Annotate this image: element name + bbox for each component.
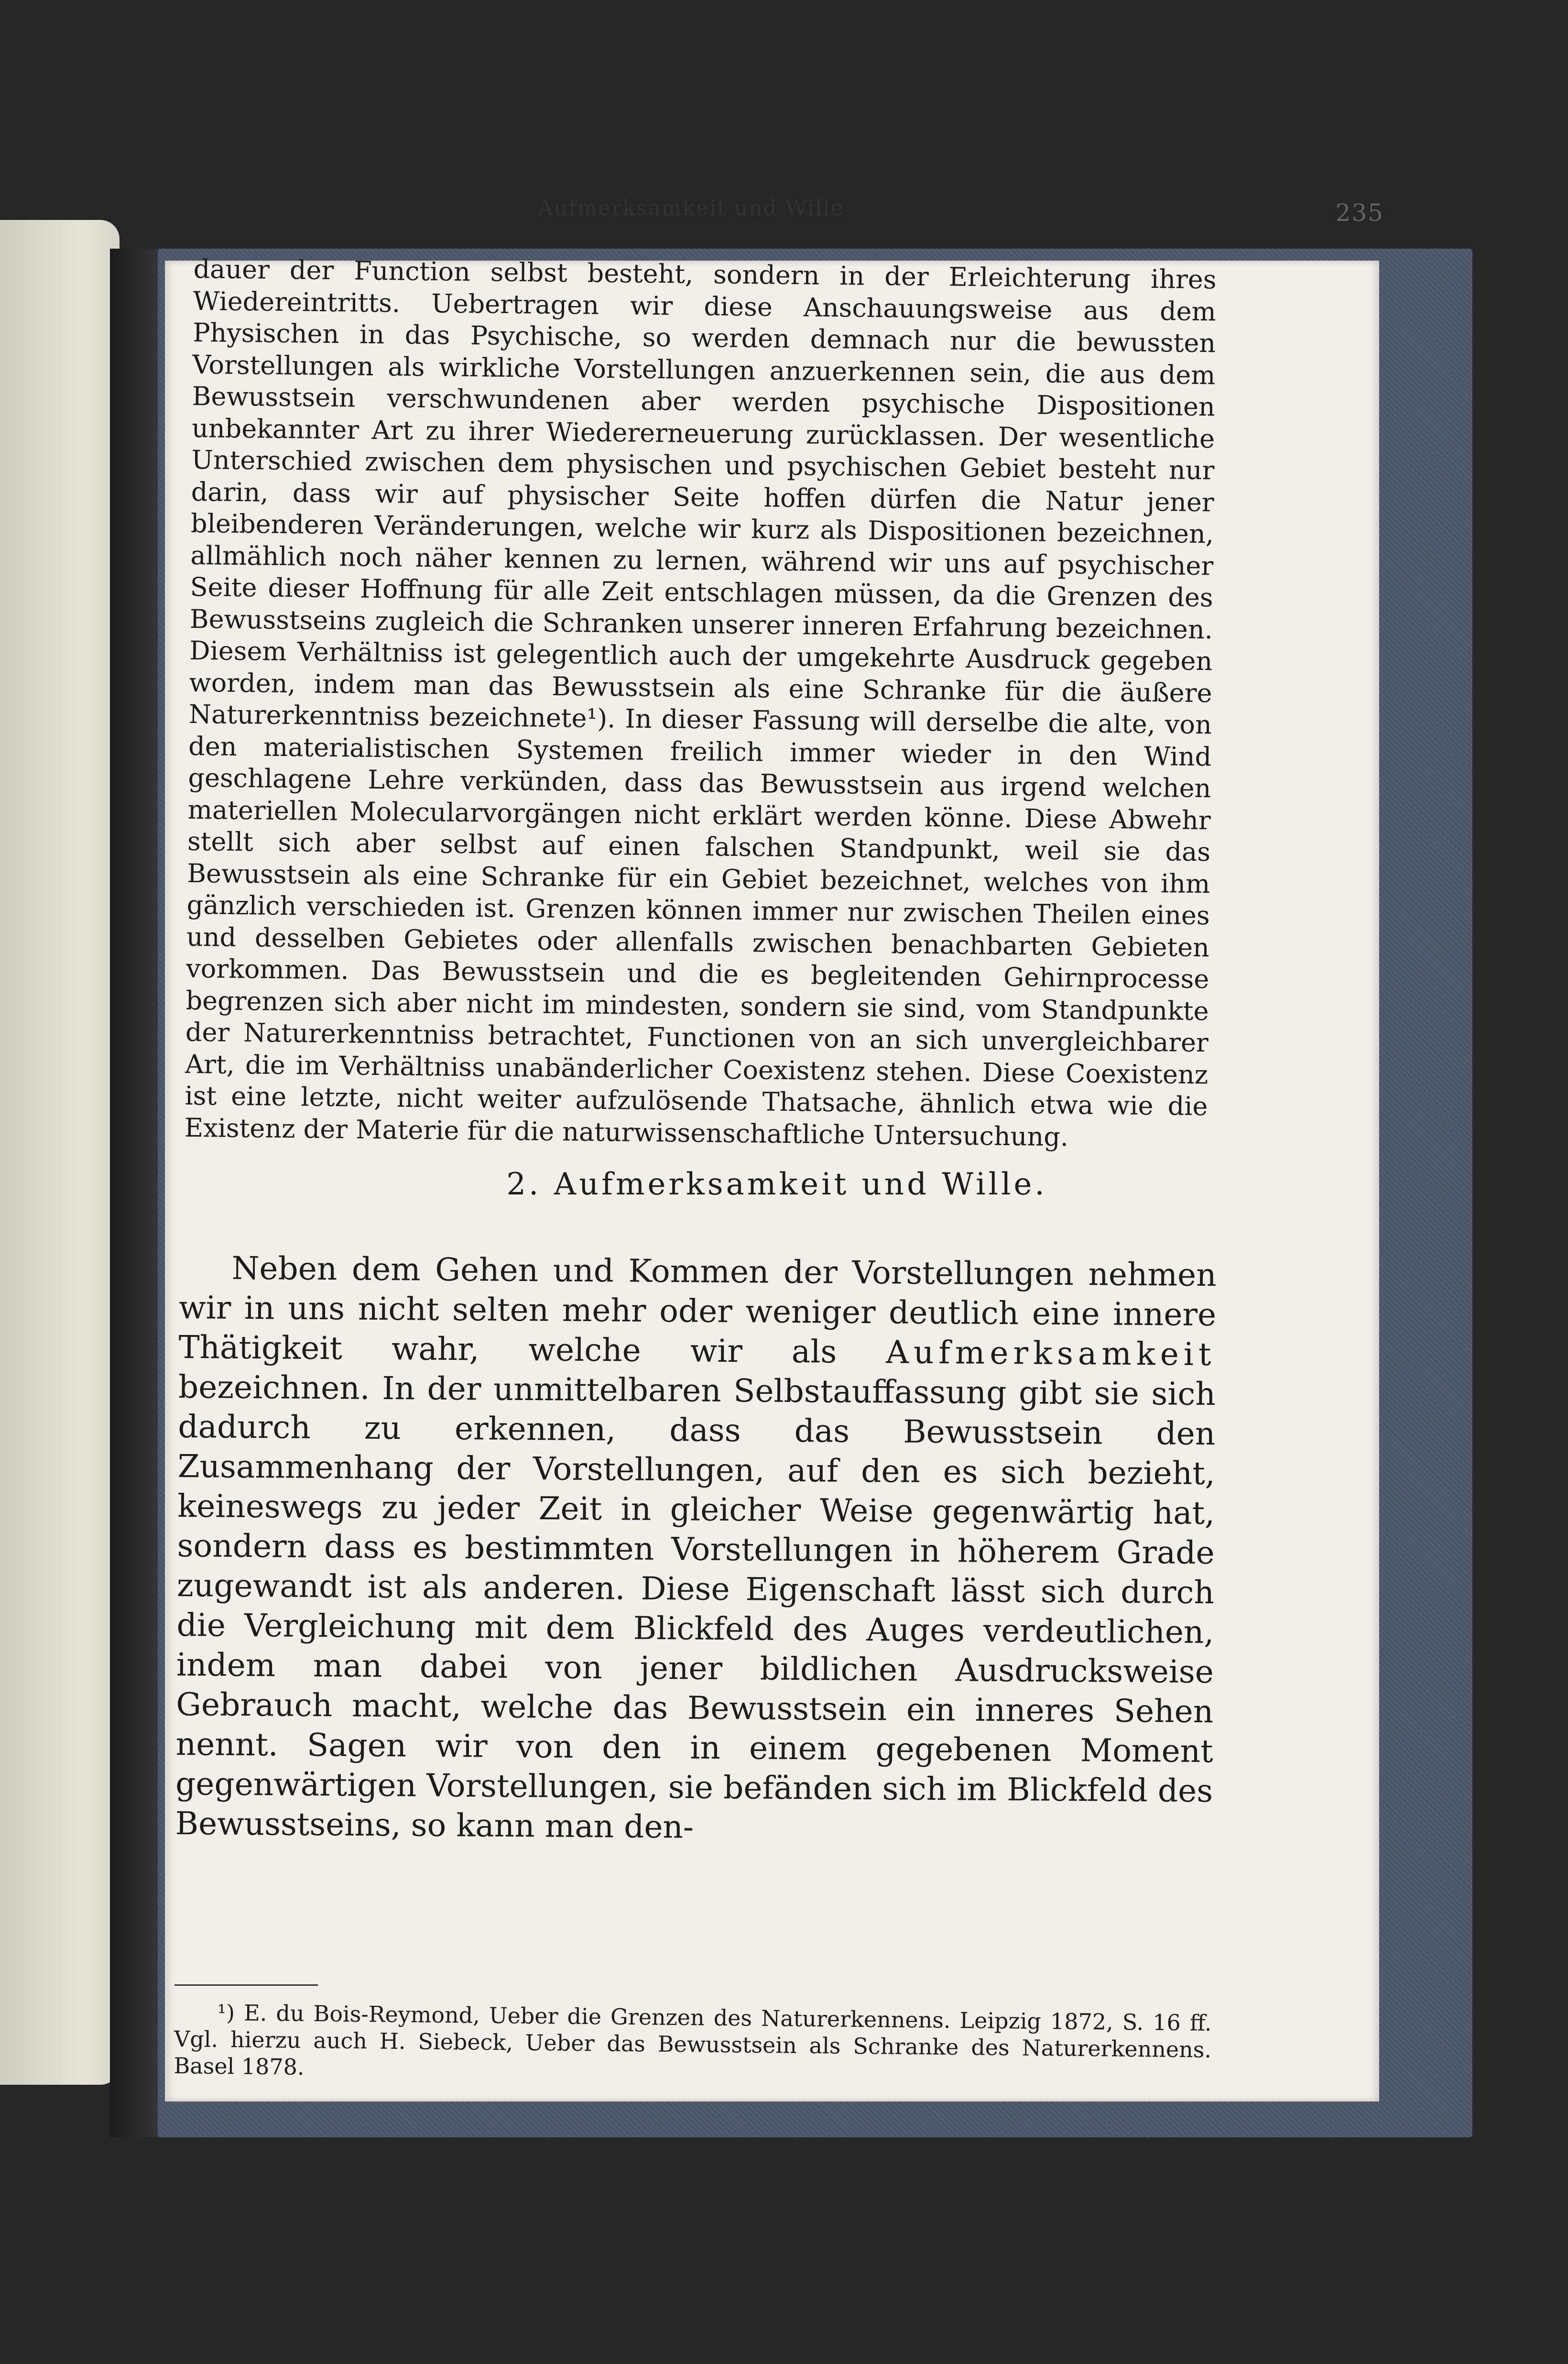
section-paragraph bbox=[175, 1248, 1217, 1850]
footnote-1: ¹) E. du Bois-Reymond, Ueber die Grenzen des Naturerkennens. Leipzig 1872, S. 16 ff. Vgl. hierzu auch H. Siebeck, Ueber das Bewusstsein als Schranke des Naturerkennens. Basel 1878. bbox=[174, 1999, 1212, 2080]
paragraph-text: dauer der Function selbst besteht, sondern in der Erleichterung ihres Wiedereintritts. Uebertragen wir diese Anschauungsweise aus dem Physischen in das Psychische, so werden demnach nur die bewussten Vorstellungen als wirkliche Vorstellungen anzuerkennen sein, die aus dem Bewusstsein verschwundenen aber werden psychische Dispositionen unbekannter Art zu ihrer Wiedererneuerung zurücklassen. Der wesentliche Unterschied zwischen dem physischen und psychischen Gebiet besteht nur darin, dass wir auf physischer Seite hoffen dürfen die Natur jener bleibenderen Veränderungen, welche wir kurz als Dispositionen bezeichnen, allmählich noch näher kennen zu lernen, während wir uns auf psychischer Seite dieser Hoffnung für alle Zeit entschlagen müssen, da die Grenzen des Bewusstseins zugleich die Schranken unserer inneren Erfahrung bezeichnen. Diesem Verhältniss ist gelegentlich auch der umgekehrte Ausdruck gegeben worden, indem man das Bewusstsein als eine Schranke für die äußere Naturerkenntniss bezeichnete¹). In dieser Fassung will derselbe die alte, von den materialistischen Systemen freilich immer wieder in den Wind geschlagene Lehre verkünden, dass das Bewusstsein aus irgend welchen materiellen Molecularvorgängen nicht erklärt werden könne. Diese Abwehr stellt sich aber selbst auf einen falschen Standpunkt, weil sie das Bewusstsein als eine Schranke für ein Gebiet bezeichnet, welches von ihm gänzlich verschieden ist. Grenzen können immer nur zwischen Theilen eines und desselben Gebietes oder allenfalls zwischen benachbarten Gebieten vorkommen. Das Bewusstsein und die es begleitenden Gehirnprocesse begrenzen sich aber nicht im mindesten, sondern sie sind, vom Standpunkte der Naturerkenntniss betrachtet, Functionen von an sich unvergleichbarer Art, die im Verhältniss unabänderlicher Coexistenz stehen. Diese Coexistenz ist eine letzte, nicht weiter aufzulösende Thatsache, ähnlich etwa wie die Existenz der Materie für die naturwissenschaftliche Untersuchung. bbox=[184, 253, 1217, 1152]
running-title: Aufmerksamkeit und Wille bbox=[538, 196, 844, 220]
book-page bbox=[165, 196, 1384, 2101]
paragraph-start: Neben dem Gehen und Kommen der Vorstellungen nehmen wir in uns nicht selten mehr oder weniger deutlich eine innere Thätigkeit wahr, welche wir als bbox=[178, 1249, 1217, 1371]
footnote-rule bbox=[174, 1984, 318, 1986]
section-heading bbox=[165, 1167, 1389, 1202]
page-number: 235 bbox=[1335, 199, 1384, 227]
continued-paragraph bbox=[185, 253, 1217, 1154]
running-header bbox=[538, 196, 1384, 227]
emphasized-term: Aufmerksamkeit bbox=[885, 1334, 1216, 1373]
footnotes bbox=[174, 1999, 1212, 2090]
section-number: 2. bbox=[506, 1167, 542, 1202]
section-body bbox=[175, 1248, 1217, 1850]
left-page-edge bbox=[0, 220, 120, 2085]
section-title: Aufmerksamkeit und Wille. bbox=[554, 1167, 1047, 1202]
paragraph-rest: bezeichnen. In der unmittelbaren Selbstauffassung gibt sie sich dadurch zu erkennen, dass das Bewusstsein den Zusammenhang der Vorstellungen, auf den es sich bezieht, keineswegs zu jeder Zeit in gleicher Weise gegenwärtig hat, sondern dass es bestimmten Vorstellungen in höherem Grade zugewandt ist als anderen. Diese Eigenschaft lässt sich durch die Vergleichung mit dem Blickfeld des Auges verdeutlichen, indem man dabei von jener bildlichen Ausdrucksweise Gebrauch macht, welche das Bewusstsein ein inneres Sehen nennt. Sagen wir von den in einem gegebenen Moment gegenwärtigen Vorstellungen, sie befänden sich im Blickfeld des Bewusstseins, so kann man den- bbox=[175, 1368, 1216, 1846]
